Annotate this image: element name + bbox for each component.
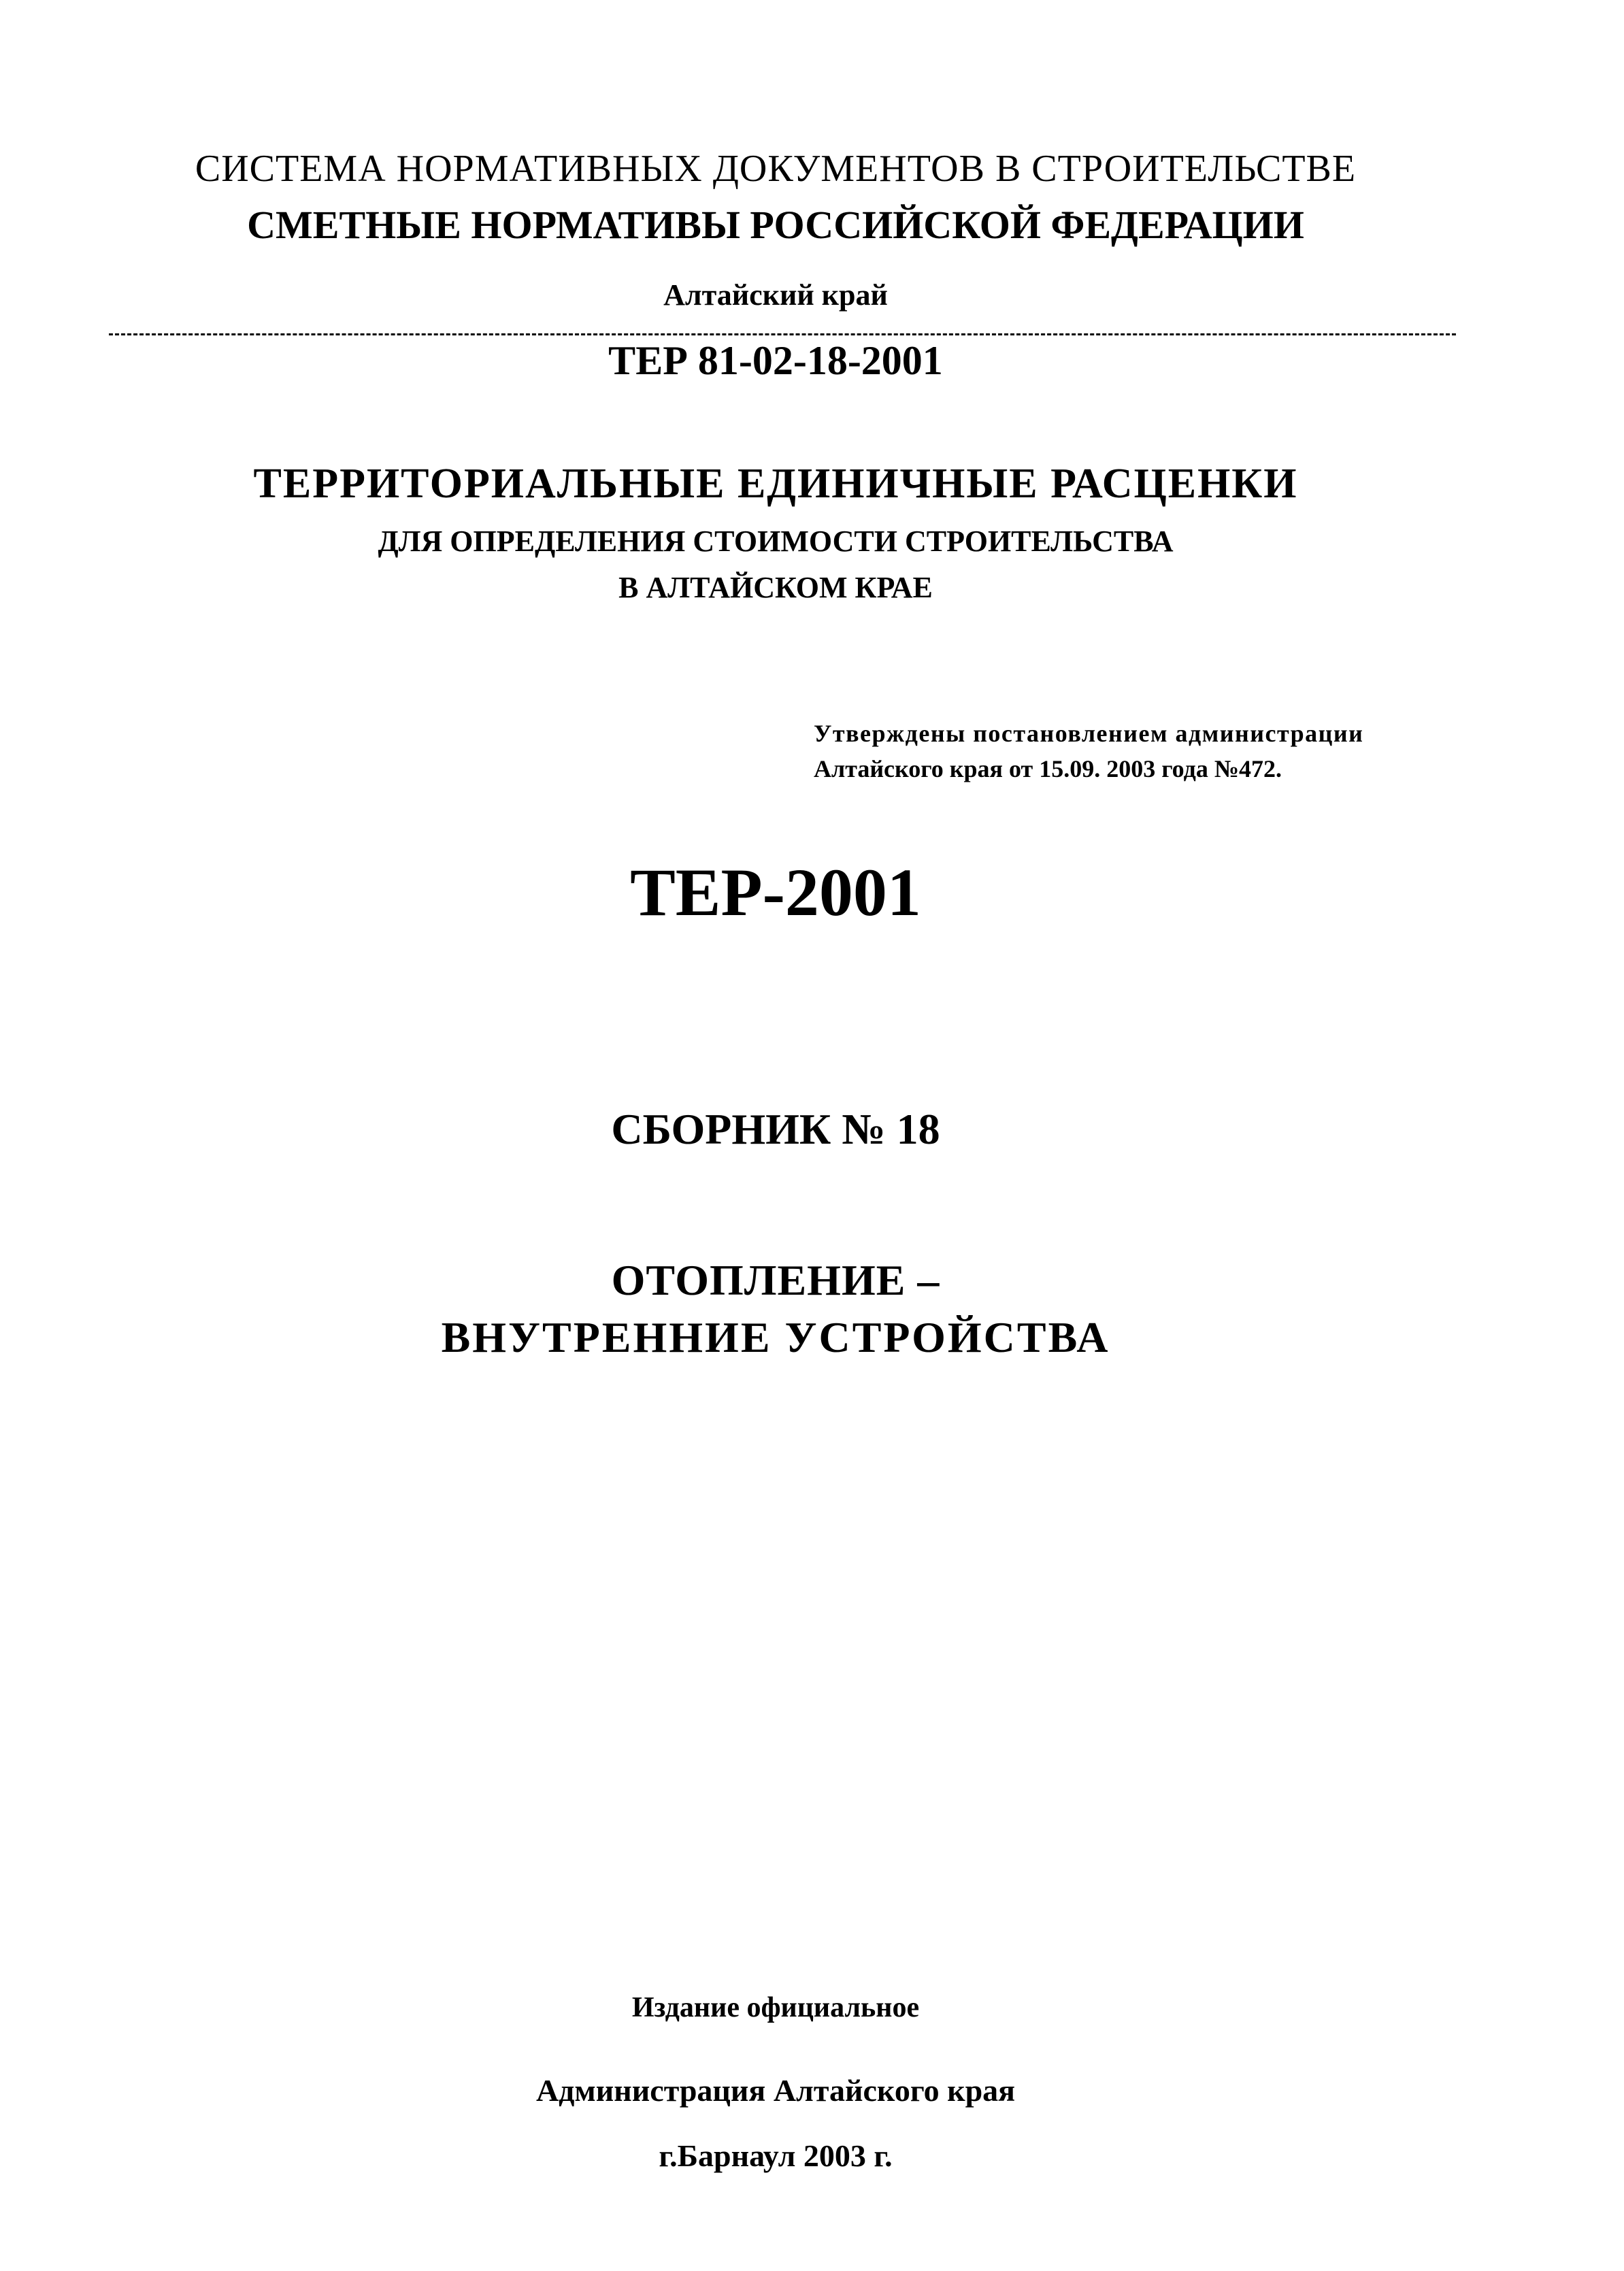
place-year-label: г.Барнаул 2003 г. <box>659 2138 893 2173</box>
edition-label: Издание официальное <box>631 1992 920 2023</box>
document-title: ТЕРРИТОРИАЛЬНЫЕ ЕДИНИЧНЫЕ РАСЦЕНКИ <box>253 461 1298 507</box>
region-label: Алтайский край <box>663 278 888 312</box>
document-subtitle-line2: В АЛТАЙСКОМ КРАЕ <box>618 571 933 604</box>
section-title-line1: ОТОПЛЕНИЕ – <box>611 1256 940 1304</box>
approval-line2: Алтайского края от 15.09. 2003 года №472. <box>814 755 1282 783</box>
collection-number: СБОРНИК № 18 <box>611 1105 940 1153</box>
short-code: ТЕР-2001 <box>630 855 921 930</box>
approval-note <box>814 716 1363 786</box>
approval-line1: Утверждены постановлением администрации <box>814 720 1364 747</box>
document-code: ТЕР 81-02-18-2001 <box>608 338 943 383</box>
system-title: СИСТЕМА НОРМАТИВНЫХ ДОКУМЕНТОВ В СТРОИТЕЛЬСТВЕ <box>195 148 1357 190</box>
document-subtitle-line1: ДЛЯ ОПРЕДЕЛЕНИЯ СТОИМОСТИ СТРОИТЕЛЬСТВА <box>378 525 1174 558</box>
section-title-line2: ВНУТРЕННИЕ УСТРОЙСТВА <box>441 1313 1110 1361</box>
header-divider <box>109 333 1456 335</box>
publisher-label: Администрация Алтайского края <box>535 2073 1016 2108</box>
norms-title: СМЕТНЫЕ НОРМАТИВЫ РОССИЙСКОЙ ФЕДЕРАЦИИ <box>247 203 1304 247</box>
